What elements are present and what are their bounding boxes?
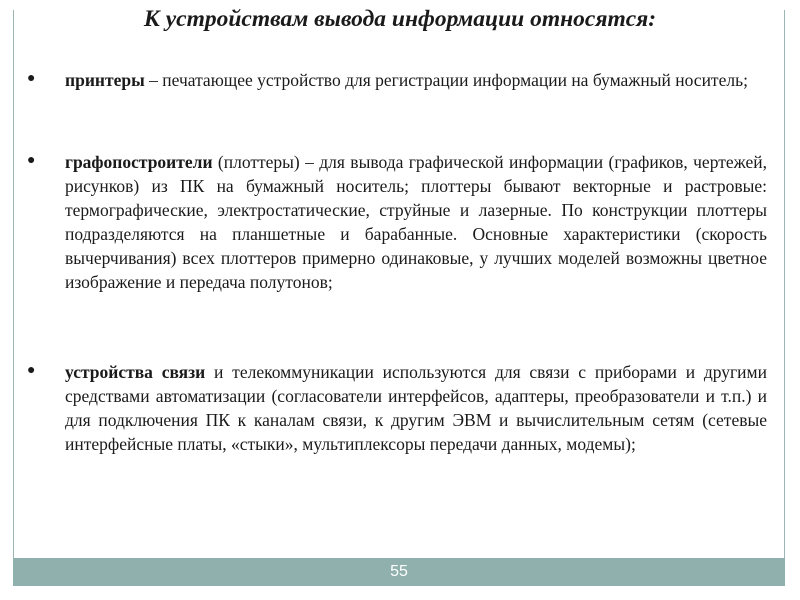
list-item-term: принтеры [65, 70, 145, 90]
list-item-text: (плоттеры) – для вывода графической информации (графиков, чертежей, рисунков) из ПК на бумажный носитель; плоттеры бывают векторные и растровые: термографические, электростатические, струйные и лазерные. По конструкции плоттеры подразделяются на планшетные и барабанные. Основные характеристики (скорость вычерчивания) всех плоттеров примерно одинаковые, у лучших моделей возможны цветное изображение и передача полутонов; [65, 152, 767, 292]
list-item-term: графопостроители [65, 152, 213, 172]
list-item-term: устройства связи [65, 362, 206, 382]
slide-frame [13, 10, 785, 585]
list-item-plotters [65, 150, 767, 294]
bullet-icon: ● [27, 363, 36, 378]
bullet-icon: ● [27, 71, 36, 86]
list-item-text: и телекоммуникации используются для связи с приборами и другими средствами автоматизации (согласователи интерфейсов, адаптеры, преобразователи и т.п.) и для подключения ПК к каналам связи, к другим ЭВМ и вычислительным сетям (сетевые интерфейсные платы, «стыки», мультиплексоры передачи данных, модемы); [65, 362, 767, 454]
list-item-text: – печатающее устройство для регистрации информации на бумажный носитель; [144, 70, 748, 90]
list-item-printers [65, 68, 767, 92]
page-number: 55 [390, 563, 408, 580]
footer-bar [13, 558, 785, 586]
slide-title: К устройствам вывода информации относятся: [143, 6, 657, 32]
bullet-icon: ● [27, 153, 36, 168]
list-item-communication-devices [65, 360, 767, 456]
